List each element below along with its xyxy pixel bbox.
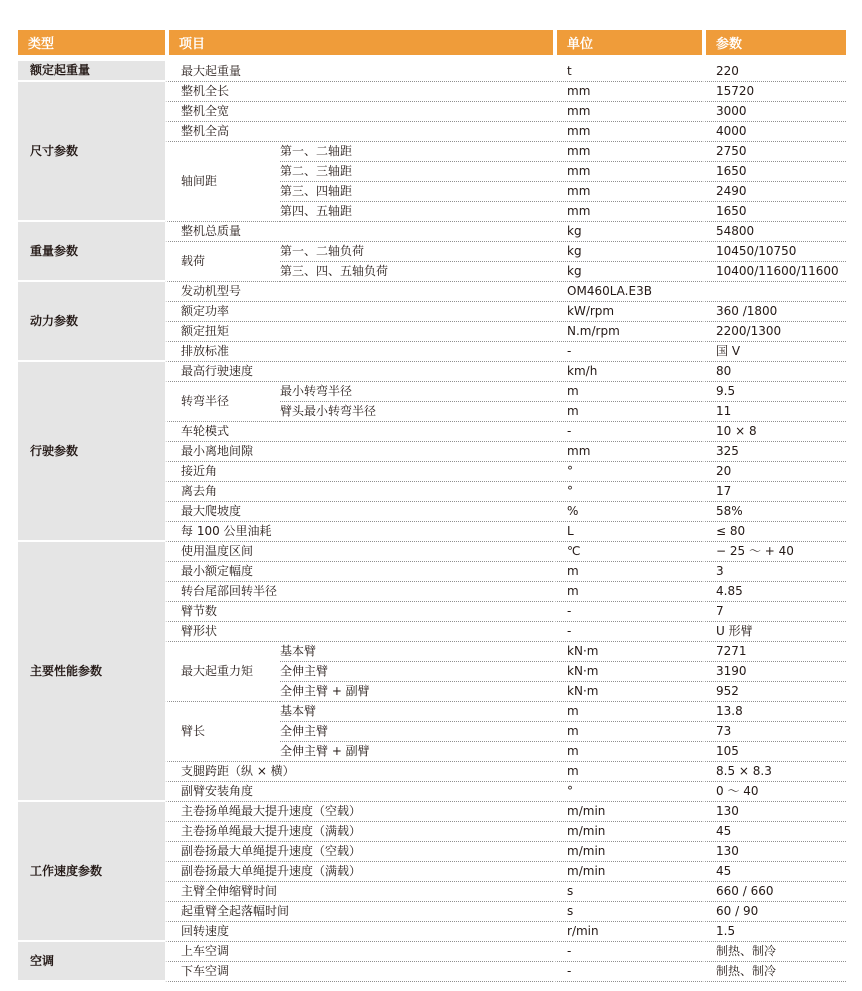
item-cell: 最小额定幅度 (165, 562, 553, 582)
unit-cell: s (553, 902, 702, 922)
unit-cell: m/min (553, 842, 702, 862)
unit-cell: m (553, 722, 702, 742)
unit-cell: ℃ (553, 542, 702, 562)
category-cell: 空调 (18, 942, 165, 982)
param-cell: 952 (702, 682, 846, 702)
table-row (18, 362, 846, 382)
unit-cell: mm (553, 202, 702, 222)
param-cell (702, 282, 846, 302)
item-cell: 臂形状 (165, 622, 553, 642)
item-cell: 额定扭矩 (165, 322, 553, 342)
param-cell: 54800 (702, 222, 846, 242)
param-cell: 3 (702, 562, 846, 582)
unit-cell: L (553, 522, 702, 542)
sub-item-cell: 基本臂 (280, 702, 553, 722)
param-cell: 105 (702, 742, 846, 762)
sub-item-cell: 全伸主臂 (280, 722, 553, 742)
sub-item-cell: 全伸主臂 + 副臂 (280, 682, 553, 702)
unit-cell: mm (553, 142, 702, 162)
param-cell: 660 / 660 (702, 882, 846, 902)
item-cell: 使用温度区间 (165, 542, 553, 562)
param-cell: 3000 (702, 102, 846, 122)
unit-cell: kN·m (553, 682, 702, 702)
item-group-cell: 轴间距 (165, 142, 280, 222)
param-cell: 0 ～ 40 (702, 782, 846, 802)
sub-item-cell: 全伸主臂 + 副臂 (280, 742, 553, 762)
param-cell: 制热、制冷 (702, 942, 846, 962)
item-group-cell: 臂长 (165, 702, 280, 762)
category-cell: 额定起重量 (18, 61, 165, 82)
param-cell: 45 (702, 862, 846, 882)
param-cell: 58% (702, 502, 846, 522)
unit-cell: m (553, 582, 702, 602)
unit-cell: m (553, 742, 702, 762)
category-cell: 重量参数 (18, 222, 165, 282)
unit-cell: N.m/rpm (553, 322, 702, 342)
unit-cell: mm (553, 162, 702, 182)
sub-item-cell: 臂头最小转弯半径 (280, 402, 553, 422)
unit-cell: m (553, 382, 702, 402)
unit-cell: kg (553, 222, 702, 242)
param-cell: 2750 (702, 142, 846, 162)
param-cell: 4.85 (702, 582, 846, 602)
unit-cell: r/min (553, 922, 702, 942)
item-cell: 整机总质量 (165, 222, 553, 242)
table-row (18, 61, 846, 82)
table-row (18, 942, 846, 962)
unit-cell: kN·m (553, 642, 702, 662)
item-cell: 排放标准 (165, 342, 553, 362)
item-group-cell: 最大起重力矩 (165, 642, 280, 702)
item-cell: 上车空调 (165, 942, 553, 962)
unit-cell: ° (553, 482, 702, 502)
spec-table (18, 30, 846, 982)
sub-item-cell: 第四、五轴距 (280, 202, 553, 222)
table-row (18, 282, 846, 302)
sub-item-cell: 第一、二轴距 (280, 142, 553, 162)
param-cell: 60 / 90 (702, 902, 846, 922)
header-row (18, 30, 846, 55)
unit-cell: m (553, 562, 702, 582)
unit-cell: mm (553, 102, 702, 122)
header-type: 类型 (18, 30, 165, 55)
unit-cell: % (553, 502, 702, 522)
category-cell: 尺寸参数 (18, 82, 165, 222)
unit-cell: m/min (553, 822, 702, 842)
param-cell: 73 (702, 722, 846, 742)
item-cell: 最大起重量 (165, 61, 553, 82)
item-cell: 发动机型号 (165, 282, 553, 302)
item-cell: 回转速度 (165, 922, 553, 942)
item-cell: 副臂安装角度 (165, 782, 553, 802)
unit-cell: kg (553, 242, 702, 262)
unit-cell: mm (553, 182, 702, 202)
param-cell: 20 (702, 462, 846, 482)
item-cell: 整机全宽 (165, 102, 553, 122)
param-cell: 8.5 × 8.3 (702, 762, 846, 782)
param-cell: 国 V (702, 342, 846, 362)
item-cell: 臂节数 (165, 602, 553, 622)
item-cell: 起重臂全起落幅时间 (165, 902, 553, 922)
unit-cell: m/min (553, 862, 702, 882)
sub-item-cell: 第三、四轴距 (280, 182, 553, 202)
unit-cell: mm (553, 82, 702, 102)
unit-cell: m (553, 402, 702, 422)
item-cell: 副卷扬最大单绳提升速度（满载） (165, 862, 553, 882)
sub-item-cell: 全伸主臂 (280, 662, 553, 682)
item-cell: 主卷扬单绳最大提升速度（满载） (165, 822, 553, 842)
unit-cell: kg (553, 262, 702, 282)
param-cell: 3190 (702, 662, 846, 682)
category-cell: 工作速度参数 (18, 802, 165, 942)
table-row (18, 802, 846, 822)
unit-cell: - (553, 602, 702, 622)
param-cell: 10400/11600/11600 (702, 262, 846, 282)
param-cell: 15720 (702, 82, 846, 102)
param-cell: 13.8 (702, 702, 846, 722)
sub-item-cell: 第一、二轴负荷 (280, 242, 553, 262)
param-cell: 1650 (702, 162, 846, 182)
table-row (18, 82, 846, 102)
item-cell: 最高行驶速度 (165, 362, 553, 382)
param-cell: − 25 ～ + 40 (702, 542, 846, 562)
param-cell: 80 (702, 362, 846, 382)
sub-item-cell: 第二、三轴距 (280, 162, 553, 182)
unit-cell: ° (553, 782, 702, 802)
param-cell: ≤ 80 (702, 522, 846, 542)
sub-item-cell: 最小转弯半径 (280, 382, 553, 402)
category-cell: 动力参数 (18, 282, 165, 362)
unit-cell: mm (553, 122, 702, 142)
item-group-cell: 载荷 (165, 242, 280, 282)
param-cell: 45 (702, 822, 846, 842)
param-cell: 7 (702, 602, 846, 622)
item-cell: 主臂全伸缩臂时间 (165, 882, 553, 902)
param-cell: 1650 (702, 202, 846, 222)
param-cell: 325 (702, 442, 846, 462)
param-cell: 130 (702, 842, 846, 862)
item-cell: 下车空调 (165, 962, 553, 982)
header-item: 项目 (165, 30, 553, 55)
param-cell: 2490 (702, 182, 846, 202)
param-cell: 360 /1800 (702, 302, 846, 322)
item-cell: 副卷扬最大单绳提升速度（空载） (165, 842, 553, 862)
param-cell: 9.5 (702, 382, 846, 402)
param-cell: 1.5 (702, 922, 846, 942)
param-cell: 11 (702, 402, 846, 422)
item-cell: 接近角 (165, 462, 553, 482)
sub-item-cell: 基本臂 (280, 642, 553, 662)
unit-cell: m (553, 762, 702, 782)
table-row (18, 222, 846, 242)
param-cell: 220 (702, 61, 846, 82)
unit-cell: kW/rpm (553, 302, 702, 322)
unit-cell: - (553, 422, 702, 442)
category-cell: 主要性能参数 (18, 542, 165, 802)
unit-cell: km/h (553, 362, 702, 382)
unit-cell: ° (553, 462, 702, 482)
param-cell: 10 × 8 (702, 422, 846, 442)
unit-cell: mm (553, 442, 702, 462)
unit-cell: m (553, 702, 702, 722)
param-cell: 2200/1300 (702, 322, 846, 342)
param-cell: 制热、制冷 (702, 962, 846, 982)
spec-body (18, 61, 846, 982)
item-cell: 离去角 (165, 482, 553, 502)
category-cell: 行驶参数 (18, 362, 165, 542)
item-cell: 最大爬坡度 (165, 502, 553, 522)
unit-cell: - (553, 942, 702, 962)
item-cell: 整机全长 (165, 82, 553, 102)
item-cell: 主卷扬单绳最大提升速度（空载） (165, 802, 553, 822)
item-cell: 最小离地间隙 (165, 442, 553, 462)
item-cell: 整机全高 (165, 122, 553, 142)
param-cell: 130 (702, 802, 846, 822)
param-cell: 10450/10750 (702, 242, 846, 262)
unit-cell: - (553, 342, 702, 362)
unit-cell: m/min (553, 802, 702, 822)
unit-cell: t (553, 61, 702, 82)
unit-cell: OM460LA.E3B (553, 282, 702, 302)
sub-item-cell: 第三、四、五轴负荷 (280, 262, 553, 282)
item-group-cell: 转弯半径 (165, 382, 280, 422)
param-cell: 7271 (702, 642, 846, 662)
param-cell: U 形臂 (702, 622, 846, 642)
unit-cell: s (553, 882, 702, 902)
item-cell: 车轮模式 (165, 422, 553, 442)
item-cell: 支腿跨距（纵 × 横） (165, 762, 553, 782)
item-cell: 转台尾部回转半径 (165, 582, 553, 602)
unit-cell: - (553, 622, 702, 642)
item-cell: 额定功率 (165, 302, 553, 322)
unit-cell: kN·m (553, 662, 702, 682)
table-row (18, 542, 846, 562)
item-cell: 每 100 公里油耗 (165, 522, 553, 542)
param-cell: 4000 (702, 122, 846, 142)
header-unit: 单位 (553, 30, 702, 55)
header-param: 参数 (702, 30, 846, 55)
unit-cell: - (553, 962, 702, 982)
param-cell: 17 (702, 482, 846, 502)
